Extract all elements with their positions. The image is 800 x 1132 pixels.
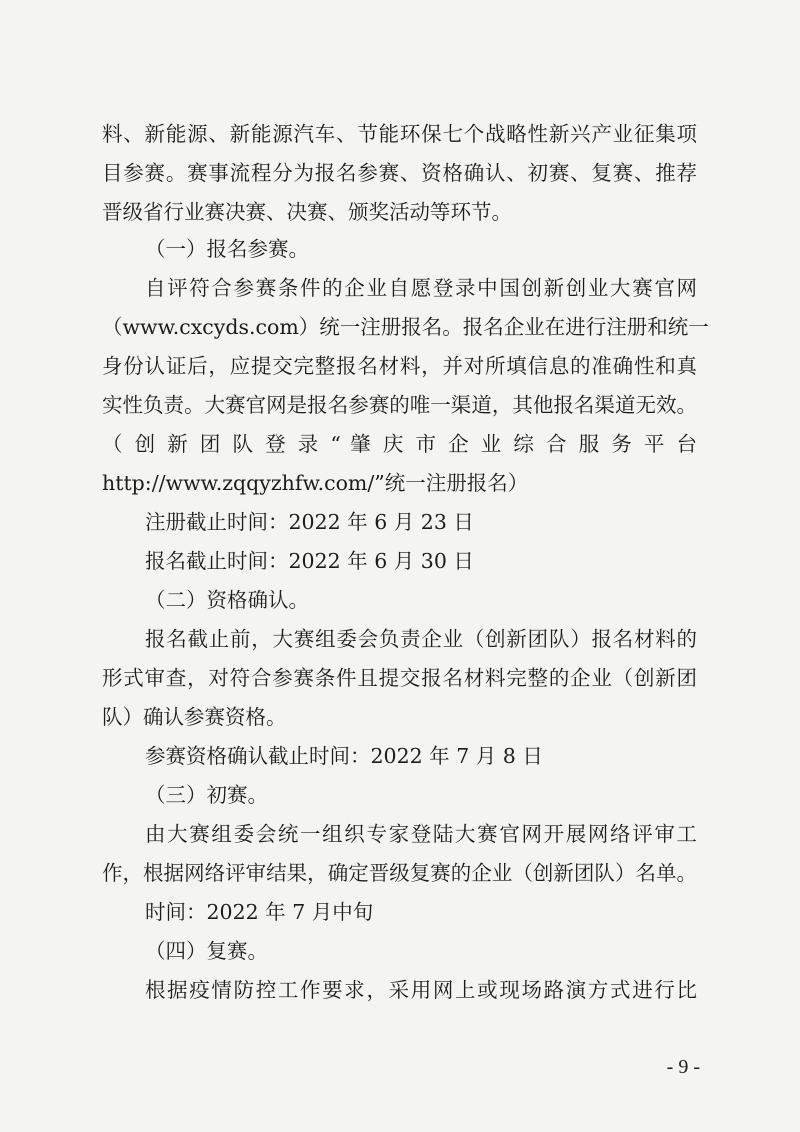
text-line-8: 实性负责。大赛官网是报名参赛的唯一渠道，其他报名渠道无效。 bbox=[102, 393, 697, 417]
text-line-19: 由大赛组委会统一组织专家登陆大赛官网开展网络评审工 bbox=[145, 822, 697, 846]
text-line-3: 晋级省行业赛决赛、决赛、颁奖活动等环节。 bbox=[102, 200, 512, 224]
text-line-5: 自评符合参赛条件的企业自愿登录中国创新创业大赛官网 bbox=[145, 276, 697, 300]
text-line-20: 作，根据网络评审结果，确定晋级复赛的企业（创新团队）名单。 bbox=[102, 861, 697, 885]
text-line-16: 队）确认参赛资格。 bbox=[102, 705, 287, 729]
section-heading-semifinal: （四）复赛。 bbox=[145, 939, 268, 963]
text-line-15: 形式审查，对符合参赛条件且提交报名材料完整的企业（创新团 bbox=[102, 666, 697, 690]
text-line-14: 报名截止前，大赛组委会负责企业（创新团队）报名材料的 bbox=[145, 627, 697, 651]
text-line-2: 目参赛。赛事流程分为报名参赛、资格确认、初赛、复赛、推荐 bbox=[102, 161, 697, 185]
section-heading-preliminary: （三）初赛。 bbox=[145, 783, 268, 807]
text-line-6: （www.cxcyds.com）统一注册报名。报名企业在进行注册和统一 bbox=[102, 315, 709, 339]
text-line-1: 料、新能源、新能源汽车、节能环保七个战略性新兴产业征集项 bbox=[102, 122, 697, 146]
preliminary-time: 时间：2022 年 7 月中旬 bbox=[145, 900, 374, 924]
text-line-10: http://www.zqqyzhfw.com/”统一注册报名） bbox=[102, 471, 529, 495]
text-line-7: 身份认证后，应提交完整报名材料，并对所填信息的准确性和真 bbox=[102, 354, 697, 378]
section-heading-registration: （一）报名参赛。 bbox=[145, 237, 309, 261]
text-line-9: （ 创 新 团 队 登 录 “ 肇 庆 市 企 业 综 合 服 务 平 台 bbox=[102, 432, 697, 456]
text-line-23: 根据疫情防控工作要求，采用网上或现场路演方式进行比 bbox=[145, 978, 697, 1002]
registration-deadline: 注册截止时间：2022 年 6 月 23 日 bbox=[145, 510, 474, 534]
qualification-deadline: 参赛资格确认截止时间：2022 年 7 月 8 日 bbox=[145, 744, 543, 768]
application-deadline: 报名截止时间：2022 年 6 月 30 日 bbox=[145, 549, 474, 573]
page-number: - 9 - bbox=[666, 1056, 700, 1078]
section-heading-qualification: （二）资格确认。 bbox=[145, 588, 309, 612]
